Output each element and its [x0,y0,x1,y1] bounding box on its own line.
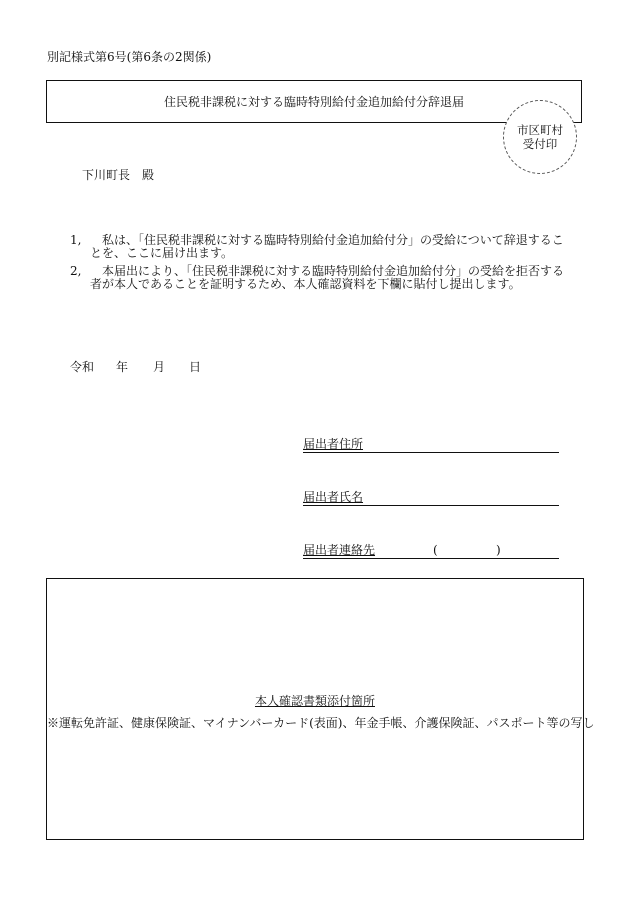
date-year: 年 [116,360,129,374]
name-field[interactable] [303,490,559,506]
item-text: 私は、「住民税非課税に対する臨時特別給付金追加給付分」の受給について辞退することを、ここに届け出ます。 [90,233,564,260]
contact-label: 届出者連絡先 [303,543,376,557]
id-document-attachment-area[interactable] [46,578,595,840]
attachment-title: 本人確認書類添付箇所 [254,694,375,708]
item-number: 1, [70,233,82,247]
name-label: 届出者氏名 [303,490,364,504]
date-day: 日 [189,360,202,374]
document-title: 住民税非課税に対する臨時特別給付金追加給付分辞退届 [163,95,464,109]
date-month: 月 [153,360,166,374]
contact-field[interactable] [303,543,559,559]
stamp-label-line1: 市区町村 [517,123,563,137]
item-text: 本届出により、「住民税非課税に対する臨時特別給付金追加給付分」の受給を拒否する者が本人であることを証明するため、本人確認資料を下欄に貼付し提出します。 [90,264,565,291]
document-title-box [46,80,582,123]
address-label: 届出者住所 [303,437,364,451]
date-era: 令和 [70,360,95,374]
stamp-label-line2: 受付印 [522,137,558,151]
declaration-item-2 [70,265,570,291]
address-field[interactable] [303,437,559,453]
form-number-label: 別記様式第6号(第6条の2関係) [47,50,212,64]
reception-stamp-area [503,100,577,174]
contact-paren-close: ) [496,543,501,557]
date-row [70,358,201,375]
attachment-note: ※運転免許証、健康保険証、マイナンバーカード(表面)、年金手帳、介護保険証、パスポート等の写し [47,716,595,730]
item-number: 2, [70,264,82,278]
declaration-item-1 [70,234,570,260]
addressee: 下川町長 殿 [82,168,155,182]
contact-paren-open: ( [433,543,438,557]
